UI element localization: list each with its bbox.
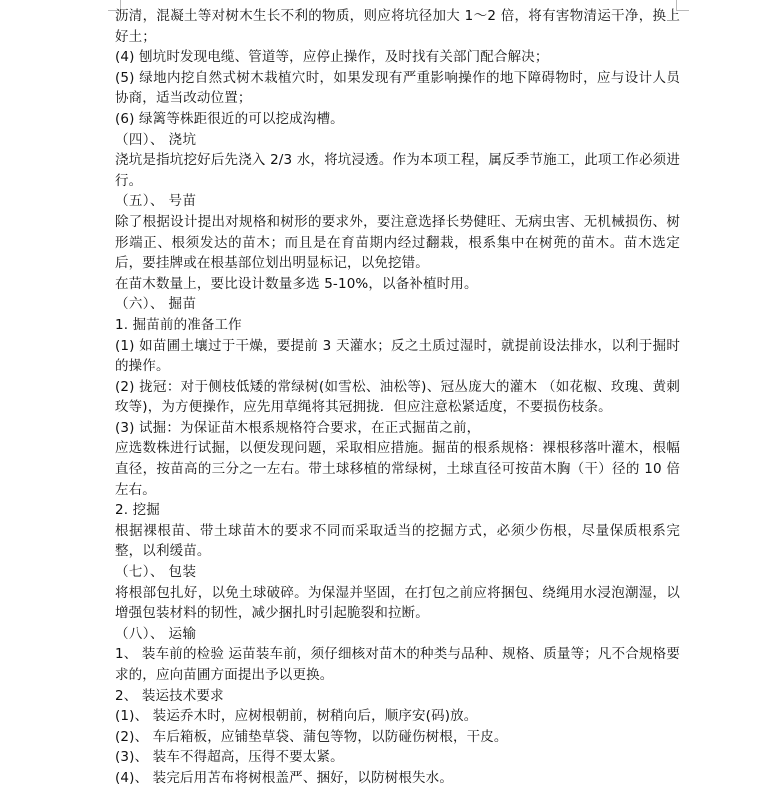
paragraph: (6) 绿篱等株距很近的可以挖成沟槽。 — [115, 110, 344, 127]
paragraph: (5) 绿地内挖自然式树木栽植穴时，如果发现有严重影响操作的地下障碍物时，应与设计人员协商，适当改动位置； — [115, 69, 680, 107]
section-heading: （七）、 包装 — [115, 564, 197, 581]
subheading: 2、 装运技术要求 — [115, 687, 224, 704]
paragraph: 根据裸根苗、带土球苗木的要求不同而采取适当的挖掘方式，必须少伤根，尽量保质根系完整，以利缓苗。 — [115, 522, 680, 560]
section-heading: （六）、 掘苗 — [115, 296, 197, 313]
section-heading: （四）、 浇坑 — [115, 131, 197, 148]
paragraph: 应选数株进行试掘，以便发现问题，采取相应措施。掘苗的根系规格：裸根移落叶灌木，根幅直径，按苗高的三分之一左右。带土球移植的常绿树，土球直径可按苗木胸（干）径的 10 倍左右。 — [115, 440, 680, 498]
section-heading: （八）、 运输 — [115, 625, 197, 642]
paragraph: 将根部包扎好，以免土球破碎。为保湿并坚固，在打包之前应将捆包、绕绳用水浸泡潮湿，以增强包装材料的韧性，减少捆扎时引起脆裂和拉断。 — [115, 584, 680, 622]
paragraph: 浇坑是指坑挖好后先浇入 2/3 水，将坑浸透。作为本项工程，属反季节施工，此项工作必须进行。 — [115, 152, 680, 189]
paragraph: (2) 拢冠：对于侧枝低矮的常绿树(如雪松、油松等)、冠丛庞大的灌木 （如花椒、玫瑰、黄刺玫等)，为方便操作，应先用草绳将其冠拥拢．但应注意松紧适度，不要损伤枝条。 — [115, 378, 680, 416]
paragraph: 除了根据设计提出对规格和树形的要求外，要注意选择长势健旺、无病虫害、无机械损伤、树形端正、根须发达的苗木；而且是在育苗期内经过翻栽，根系集中在树蔸的苗木。苗木选定后，要挂牌或在根基部位划出明显标记，以免挖错。 — [115, 213, 680, 272]
paragraph: 在苗木数量上，要比设计数量多选 5-10%，以备补植时用。 — [115, 275, 478, 292]
list-item: (3)、 装车不得超高，压得不要太紧。 — [115, 749, 344, 766]
paragraph: 1、 装车前的检验 运苗装车前，须仔细核对苗木的种类与品种、规格、质量等；凡不合规格要求的，应向苗圃方面提出予以更换。 — [115, 646, 680, 683]
list-item: (4)、 装完后用苫布将树根盖严、捆好，以防树根失水。 — [115, 769, 453, 786]
list-item: (2)、 车后箱板，应铺垫草袋、蒲包等物，以防碰伤树根，干皮。 — [115, 728, 508, 745]
paragraph: (1) 如苗圃土壤过于干燥，要提前 3 天灌水；反之土质过湿时，就提前设法排水，以利于掘时的操作。 — [115, 337, 680, 375]
section-heading: （五）、 号苗 — [115, 193, 197, 210]
paragraph: 沥清，混凝土等对树木生长不利的物质，则应将坑径加大 1～2 倍，将有害物清运干净，换上好土； — [115, 8, 680, 45]
paragraph: (4) 刨坑时发现电缆、管道等，应停止操作，及时找有关部门配合解决； — [115, 49, 549, 66]
paragraph: (3) 试掘：为保证苗木根系规格符合要求，在正式掘苗之前， — [115, 419, 481, 436]
document-body — [115, 6, 680, 789]
subheading: 1. 掘苗前的准备工作 — [115, 316, 242, 333]
subheading: 2. 挖掘 — [115, 502, 160, 519]
list-item: (1)、 装运乔木时，应树根朝前，树稍向后，顺序安(码)放。 — [115, 708, 478, 725]
